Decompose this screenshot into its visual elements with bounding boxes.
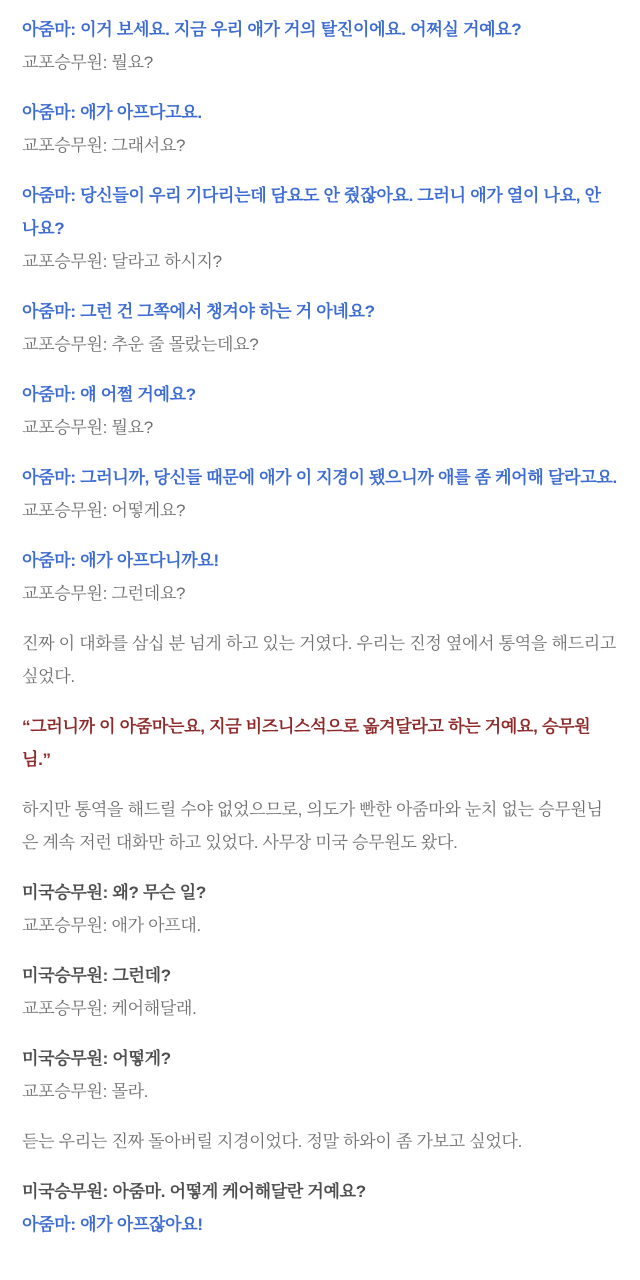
dialogue-paragraph [22, 544, 618, 610]
dialogue-paragraph [22, 1042, 618, 1108]
narration-paragraph: 하지만 통역을 해드릴 수야 없었으므로, 의도가 빤한 아줌마와 눈치 없는 승무원님은 계속 저런 대화만 하고 있었다. 사무장 미국 승무원도 왔다. [22, 800, 603, 852]
dialogue-paragraph [22, 378, 618, 444]
quote-paragraph: “그러니까 이 아줌마는요, 지금 비즈니스석으로 옮겨달라고 하는 거예요, 승무원님.” [22, 717, 591, 769]
dialogue-paragraph [22, 959, 618, 1025]
dialogue-paragraph [22, 295, 618, 361]
dialogue-paragraph [22, 1175, 618, 1241]
crew-line: 교포승무원: 몰라. [22, 1082, 149, 1101]
us-crew-line: 미국승무원: 왜? 무슨 일? [22, 883, 206, 902]
ajumma-line: 아줌마: 애가 아프다니까요! [22, 551, 219, 570]
dialogue-paragraph [22, 179, 618, 278]
dialogue-paragraph [22, 96, 618, 162]
narration-paragraph: 듣는 우리는 진짜 돌아버릴 지경이었다. 정말 하와이 좀 가보고 싶었다. [22, 1132, 523, 1151]
crew-line: 교포승무원: 그래서요? [22, 136, 186, 155]
ajumma-line: 아줌마: 당신들이 우리 기다리는데 담요도 안 줬잖아요. 그러니 애가 열이 나요, 안 나요? [22, 186, 601, 238]
ajumma-line: 아줌마: 이거 보세요. 지금 우리 애가 거의 탈진이에요. 어쩌실 거예요? [22, 20, 522, 39]
crew-line: 교포승무원: 뭘요? [22, 53, 153, 72]
dialogue-paragraph [22, 461, 618, 527]
crew-line: 교포승무원: 어떻게요? [22, 501, 186, 520]
ajumma-line: 아줌마: 그러니까, 당신들 때문에 애가 이 지경이 됐으니까 애를 좀 케어해 달라고요. [22, 468, 617, 487]
crew-line: 교포승무원: 애가 아프대. [22, 916, 201, 935]
us-crew-line: 미국승무원: 어떻게? [22, 1049, 171, 1068]
us-crew-line: 미국승무원: 그런데? [22, 966, 171, 985]
ajumma-line: 아줌마: 애가 아프잖아요! [22, 1215, 203, 1234]
ajumma-line: 아줌마: 그런 건 그쪽에서 챙겨야 하는 거 아녜요? [22, 302, 375, 321]
dialogue-paragraph [22, 13, 618, 79]
us-crew-line: 미국승무원: 아줌마. 어떻게 케어해달란 거예요? [22, 1182, 366, 1201]
crew-line: 교포승무원: 뭘요? [22, 418, 153, 437]
ajumma-line: 아줌마: 얘 어쩔 거예요? [22, 385, 196, 404]
crew-line: 교포승무원: 케어해달래. [22, 999, 197, 1018]
crew-line: 교포승무원: 그런데요? [22, 584, 186, 603]
narration-paragraph: 진짜 이 대화를 삼십 분 넘게 하고 있는 거였다. 우리는 진정 옆에서 통역을 해드리고 싶었다. [22, 634, 616, 686]
crew-line: 교포승무원: 달라고 하시지? [22, 252, 222, 271]
dialogue-paragraph [22, 876, 618, 942]
ajumma-line: 아줌마: 애가 아프다고요. [22, 103, 202, 122]
crew-line: 교포승무원: 추운 줄 몰랐는데요? [22, 335, 259, 354]
